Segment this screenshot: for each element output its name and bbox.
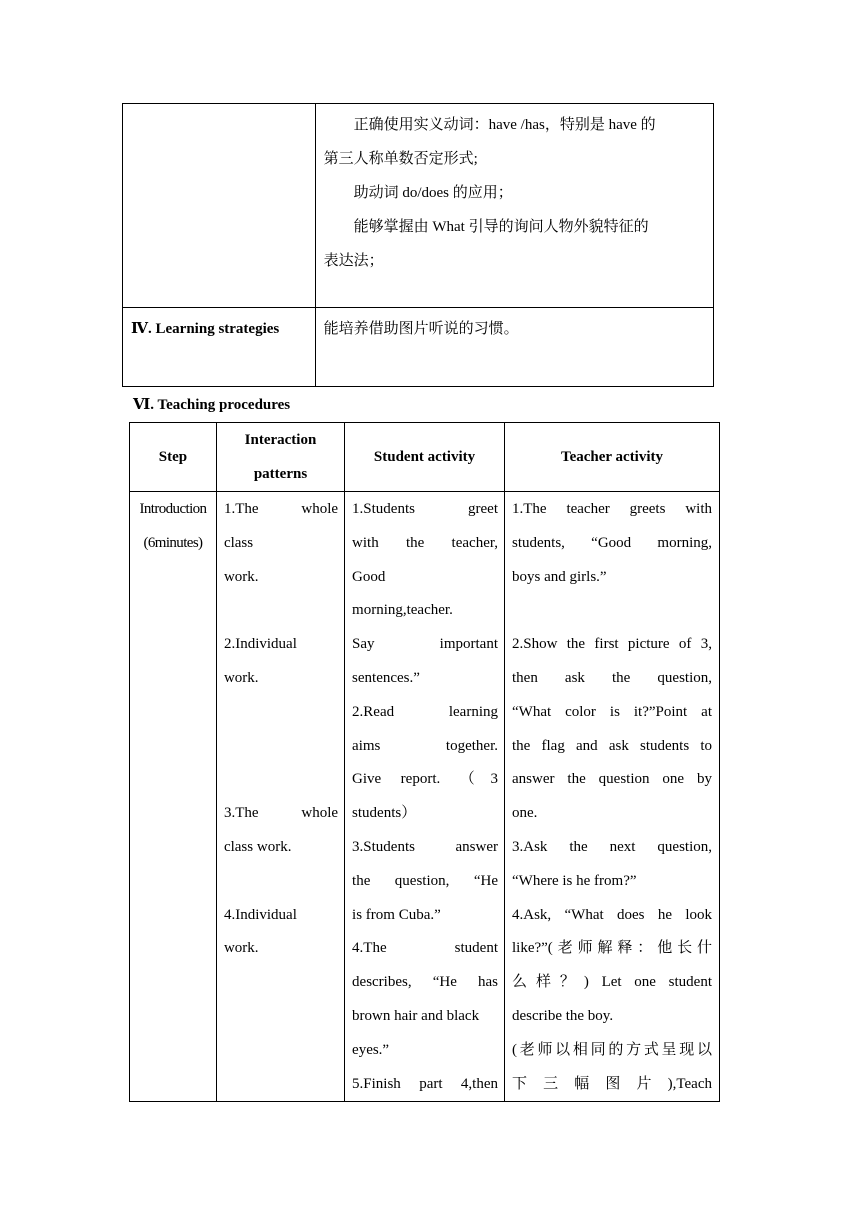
activity-line: morning,teacher. [352,602,453,619]
header-interaction-line1: Interaction [244,432,317,448]
activity-line: (老师以相同的方式呈现以 [512,1041,712,1058]
header-step [130,423,217,492]
activity-line: class work. [223,838,292,855]
learning-strategies-label: Ⅳ. Learning strategies [123,308,316,387]
activity-line: brown hair and black [352,1007,480,1024]
activity-line: students） [352,805,417,822]
teacher-activity-cell [505,492,720,1102]
activity-line: one. [512,805,538,822]
activity-line: 2.Read learning [352,703,498,720]
activity-line: eyes.” [352,1041,390,1058]
activity-line: sentences.” [352,669,420,686]
activity-line: (6minutes) [143,534,203,551]
activity-line: 3.The whole [223,805,339,822]
learning-strategies-text: 能培养借助图片听说的习惯。 [323,321,519,337]
header-interaction [216,423,344,492]
objective-line: 第三人称单数否定形式; [323,151,478,167]
interaction-cell [216,492,344,1102]
activity-line: class [223,534,254,551]
activity-line: 1.Students greet [352,501,498,517]
objective-line: 表达法； [323,253,384,269]
activity-line: aims together. [352,737,498,754]
activity-line: 1.The whole [223,501,339,517]
activity-line: “Where is he from?” [512,872,637,889]
section-heading: Ⅵ. Teaching procedures [133,397,291,413]
activity-line: answer the question one by [512,771,712,788]
activity-line: 4.Individual [223,906,297,923]
activity-line: Say important [352,636,498,653]
activity-line: 下三幅图片),Teach [512,1075,712,1092]
activity-line: Introduction [139,501,207,517]
activity-line: is from Cuba.” [352,906,441,923]
activity-line: describes, “He has [352,974,498,991]
activity-line: Good [352,568,386,585]
header-student-text: Student activity [373,449,476,465]
activity-line [512,594,712,628]
objectives-table [122,103,714,387]
activity-line: then ask the question, [512,669,712,686]
activity-line: the flag and ask students to [512,737,712,754]
activity-line: 4.The student [352,940,498,957]
activity-line [224,594,338,628]
activity-line: 3.Students answer [352,838,498,855]
activity-line: like?”(老师解释：他长什 [512,940,712,957]
objectives-label-cell [123,104,316,308]
header-interaction-line2: patterns [253,466,308,482]
header-teacher-text: Teacher activity [560,449,664,465]
activity-line [224,865,338,899]
activity-line: 1.The teacher greets with [512,501,712,517]
learning-strategies-text-cell [315,308,713,387]
activity-line: describe the boy. [512,1007,614,1024]
objective-line: 正确使用实义动词：have /has，特别是 have 的 [353,117,656,133]
activity-line: 2.Individual [223,636,297,653]
activity-line: 么样？) Let one student [512,974,712,991]
step-cell [130,492,217,1102]
activity-line [224,730,338,764]
activity-line: work. [223,940,259,957]
objectives-content-cell [315,104,713,308]
activity-line: boys and girls.” [512,568,607,585]
activity-line: work. [223,568,259,585]
activity-line [224,696,338,730]
student-activity-cell [345,492,505,1102]
objective-line: 能够掌握由 What 引导的询问人物外貌特征的 [353,219,649,235]
activity-line: work. [223,669,259,686]
objective-line: 助动词 do/does 的应用； [353,185,513,201]
header-student-activity [345,423,505,492]
activity-line: 2.Show the first picture of 3, [512,636,712,653]
activity-line: 3.Ask the next question, [512,838,712,855]
teaching-procedures-table [129,422,720,1102]
activity-line: 5.Finish part 4,then [352,1075,498,1092]
header-teacher-activity [505,423,720,492]
activity-line: with the teacher, [352,534,498,551]
activity-line: “What color is it?”Point at [512,703,712,720]
activity-line: the question, “He [352,872,498,889]
activity-line: students, “Good morning, [512,534,712,551]
activity-line [224,763,338,797]
header-step-text: Step [158,449,188,465]
activity-line: Give report. （3 [352,771,498,788]
activity-line: 4.Ask, “What does he look [512,906,712,923]
